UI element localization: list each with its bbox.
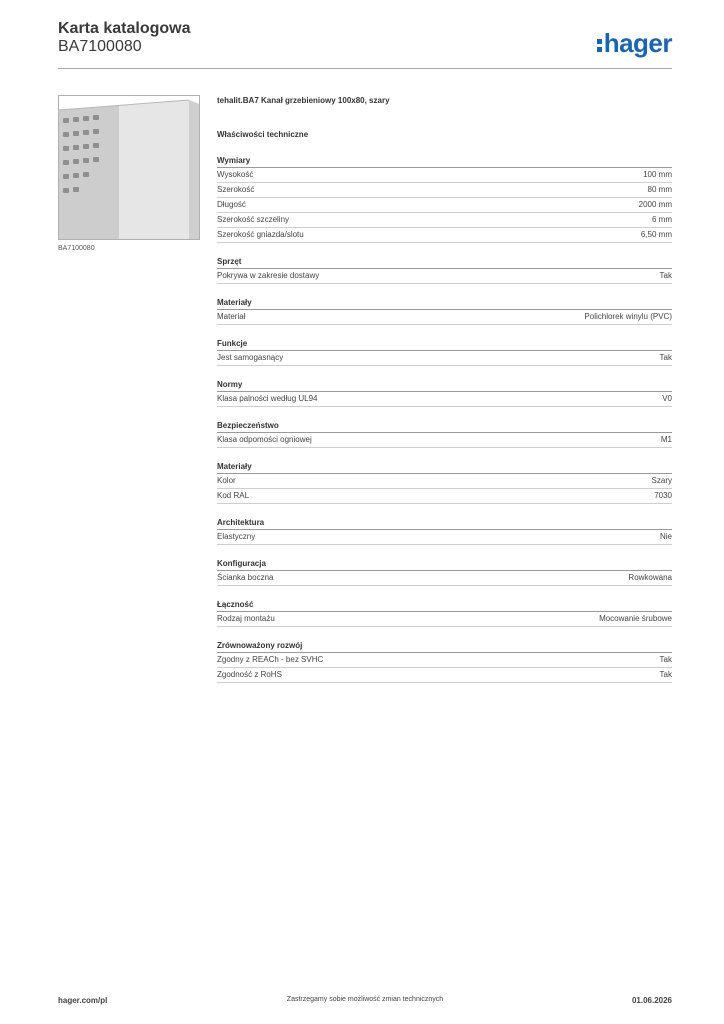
spec-value: Tak — [659, 271, 672, 280]
spec-group-title: Wymiary — [217, 156, 672, 168]
spec-row — [217, 653, 672, 668]
spec-group — [217, 257, 672, 284]
logo-text: hager — [603, 28, 672, 58]
spec-row — [217, 392, 672, 407]
spec-content — [217, 96, 672, 683]
spec-row — [217, 198, 672, 213]
spec-group-title: Konfiguracja — [217, 559, 672, 571]
cable-duct-image-icon — [59, 96, 199, 239]
spec-label: Szerokość szczeliny — [217, 215, 290, 224]
spec-group — [217, 421, 672, 448]
spec-label: Elastyczny — [217, 532, 256, 541]
spec-row — [217, 168, 672, 183]
spec-group-title: Sprzęt — [217, 257, 672, 269]
product-code: BA7100080 — [58, 38, 142, 55]
spec-group — [217, 641, 672, 683]
spec-label: Szerokość gniazda/slotu — [217, 230, 304, 239]
spec-row — [217, 530, 672, 545]
spec-group-title: Zrównoważony rozwój — [217, 641, 672, 653]
spec-value: Tak — [659, 655, 672, 664]
spec-value: Tak — [659, 670, 672, 679]
spec-value: Polichlorek winylu (PVC) — [584, 312, 672, 321]
spec-row — [217, 489, 672, 504]
spec-label: Kod RAL — [217, 491, 250, 500]
footer-website: hager.com/pl — [58, 996, 108, 1005]
spec-label: Jest samogasnący — [217, 353, 284, 362]
footer-date: 01.06.2026 — [631, 996, 672, 1005]
spec-group — [217, 339, 672, 366]
spec-label: Długość — [217, 200, 246, 209]
spec-value: 80 mm — [647, 185, 672, 194]
spec-row — [217, 310, 672, 325]
section-heading: Właściwości techniczne — [217, 130, 309, 139]
product-image — [58, 95, 200, 240]
spec-group — [217, 298, 672, 325]
spec-row — [217, 571, 672, 586]
spec-label: Zgodny z REACh - bez SVHC — [217, 655, 324, 664]
spec-value: 6,50 mm — [640, 230, 672, 239]
spec-row — [217, 228, 672, 243]
spec-value: Szary — [651, 476, 672, 485]
spec-value: Tak — [659, 353, 672, 362]
spec-group — [217, 156, 672, 243]
spec-value: 6 mm — [652, 215, 672, 224]
page-title: Karta katalogowa — [58, 20, 191, 37]
spec-row — [217, 668, 672, 683]
spec-group-title: Materiały — [217, 298, 672, 310]
spec-groups — [217, 156, 672, 683]
spec-group — [217, 380, 672, 407]
spec-group-title: Normy — [217, 380, 672, 392]
spec-label: Materiał — [217, 312, 246, 321]
spec-value: M1 — [660, 435, 672, 444]
header-divider — [58, 68, 672, 69]
spec-label: Zgodność z RoHS — [217, 670, 282, 679]
spec-group-title: Łączność — [217, 600, 672, 612]
product-title: tehalit.BA7 Kanał grzebieniowy 100x80, szary — [217, 96, 390, 105]
spec-row — [217, 213, 672, 228]
spec-value: V0 — [662, 394, 672, 403]
hager-logo — [597, 28, 672, 59]
spec-value: 2000 mm — [638, 200, 672, 209]
spec-label: Ścianka boczna — [217, 573, 274, 582]
spec-label: Pokrywa w zakresie dostawy — [217, 271, 320, 280]
spec-row — [217, 474, 672, 489]
spec-group — [217, 518, 672, 545]
spec-row — [217, 269, 672, 284]
spec-label: Klasa odpomości ogniowej — [217, 435, 312, 444]
spec-group — [217, 600, 672, 627]
spec-label: Szerokość — [217, 185, 255, 194]
spec-value: Mocowanie śrubowe — [599, 614, 672, 623]
spec-value: Nie — [659, 532, 672, 541]
spec-row — [217, 351, 672, 366]
spec-value: 100 mm — [643, 170, 672, 179]
footer-disclaimer: Zastrzegamy sobie możliwość zmian technicznych — [286, 996, 444, 1003]
spec-value: 7030 — [654, 491, 672, 500]
image-caption: BA7100080 — [58, 245, 95, 252]
spec-group-title: Architektura — [217, 518, 672, 530]
spec-group — [217, 462, 672, 504]
spec-group-title: Funkcje — [217, 339, 672, 351]
logo-dots-icon — [597, 36, 602, 55]
spec-label: Wysokość — [217, 170, 254, 179]
spec-row — [217, 612, 672, 627]
spec-label: Rodzaj montażu — [217, 614, 275, 623]
spec-value: Rowkowana — [628, 573, 672, 582]
spec-group-title: Bezpieczeństwo — [217, 421, 672, 433]
spec-group-title: Materiały — [217, 462, 672, 474]
spec-group — [217, 559, 672, 586]
spec-label: Kolor — [217, 476, 236, 485]
spec-row — [217, 183, 672, 198]
spec-label: Klasa palności według UL94 — [217, 394, 318, 403]
spec-row — [217, 433, 672, 448]
